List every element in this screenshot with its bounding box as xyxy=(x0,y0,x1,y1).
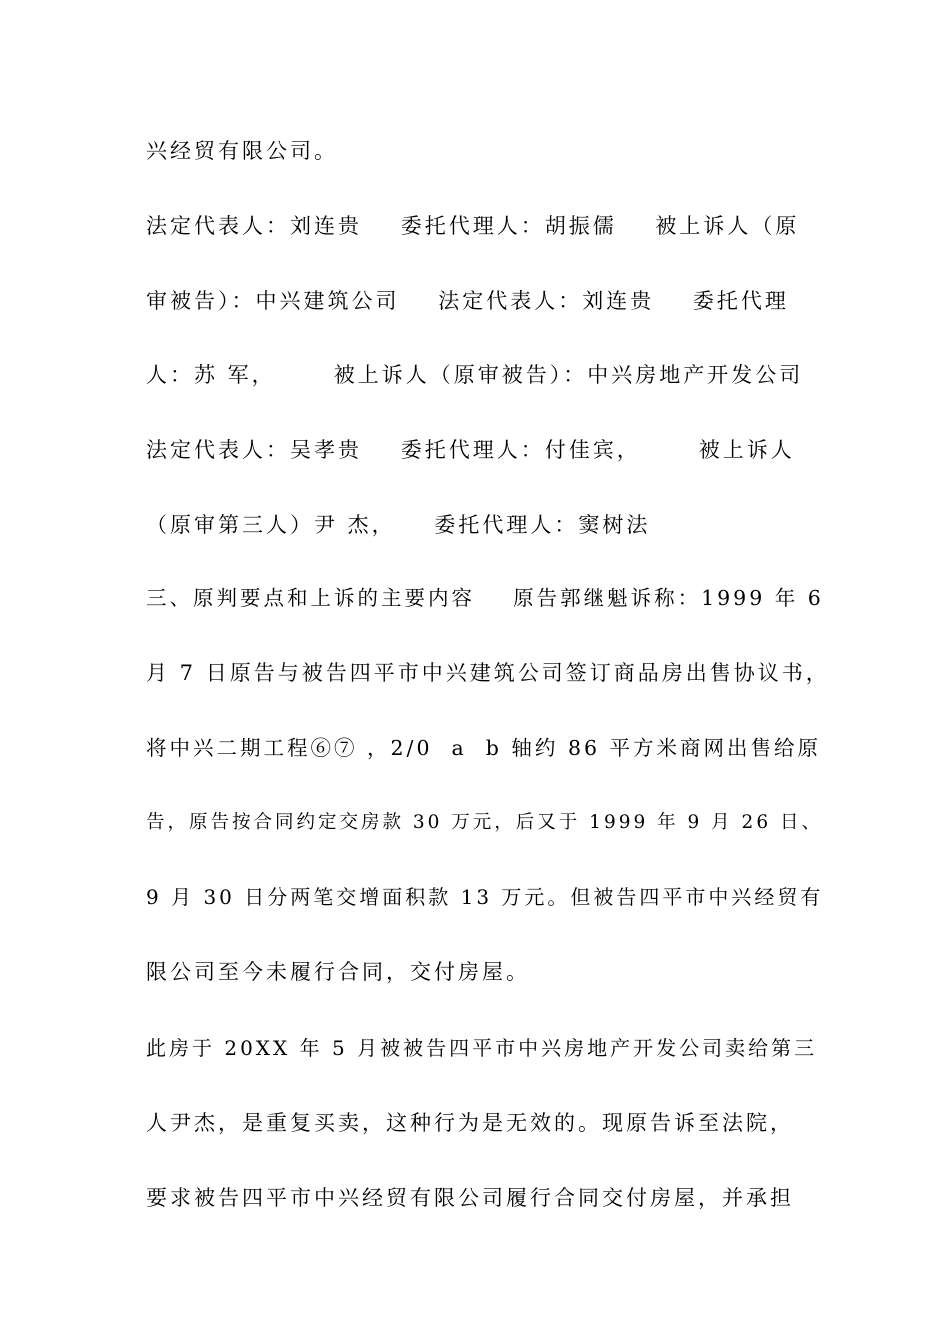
text-line-6: （原审第三人）尹 杰， 委托代理人：窦树法 xyxy=(146,513,651,537)
text-line-10: 告，原告按合同约定交房款 30 万元，后又于 1999 年 9 月 26 日、 xyxy=(146,812,823,833)
text-line-13: 此房于 20XX 年 5 月被被告四平市中兴房地产开发公司卖给第三 xyxy=(146,1036,818,1060)
text-line-3: 审被告）：中兴建筑公司 法定代表人：刘连贵 委托代理 xyxy=(146,289,789,313)
text-line-12: 限公司至今未履行合同，交付房屋。 xyxy=(146,960,530,984)
text-line-5: 法定代表人：吴孝贵 委托代理人：付佳宾， 被上诉人 xyxy=(146,438,795,462)
text-line-1: 兴经贸有限公司。 xyxy=(146,139,338,163)
text-line-11: 9 月 30 日分两笔交增面积款 13 万元。但被告四平市中兴经贸有 xyxy=(146,885,824,909)
text-line-9: 将中兴二期工程⑥⑦ ，2/0 a b 轴约 86 平方米商网出售给原 xyxy=(146,736,822,760)
text-line-14: 人尹杰，是重复买卖，这种行为是无效的。现原告诉至法院， xyxy=(146,1111,794,1135)
text-line-7: 三、原判要点和上诉的主要内容 原告郭继魁诉称：1999 年 6 xyxy=(146,586,824,610)
text-line-8: 月 7 日原告与被告四平市中兴建筑公司签订商品房出售协议书， xyxy=(146,661,830,685)
text-line-15: 要求被告四平市中兴经贸有限公司履行合同交付房屋，并承担 xyxy=(146,1186,794,1210)
text-line-4: 人：苏 军， 被上诉人（原审被告）：中兴房地产开发公司 xyxy=(146,363,804,387)
text-line-2: 法定代表人：刘连贵 委托代理人：胡振儒 被上诉人（原 xyxy=(146,214,800,238)
